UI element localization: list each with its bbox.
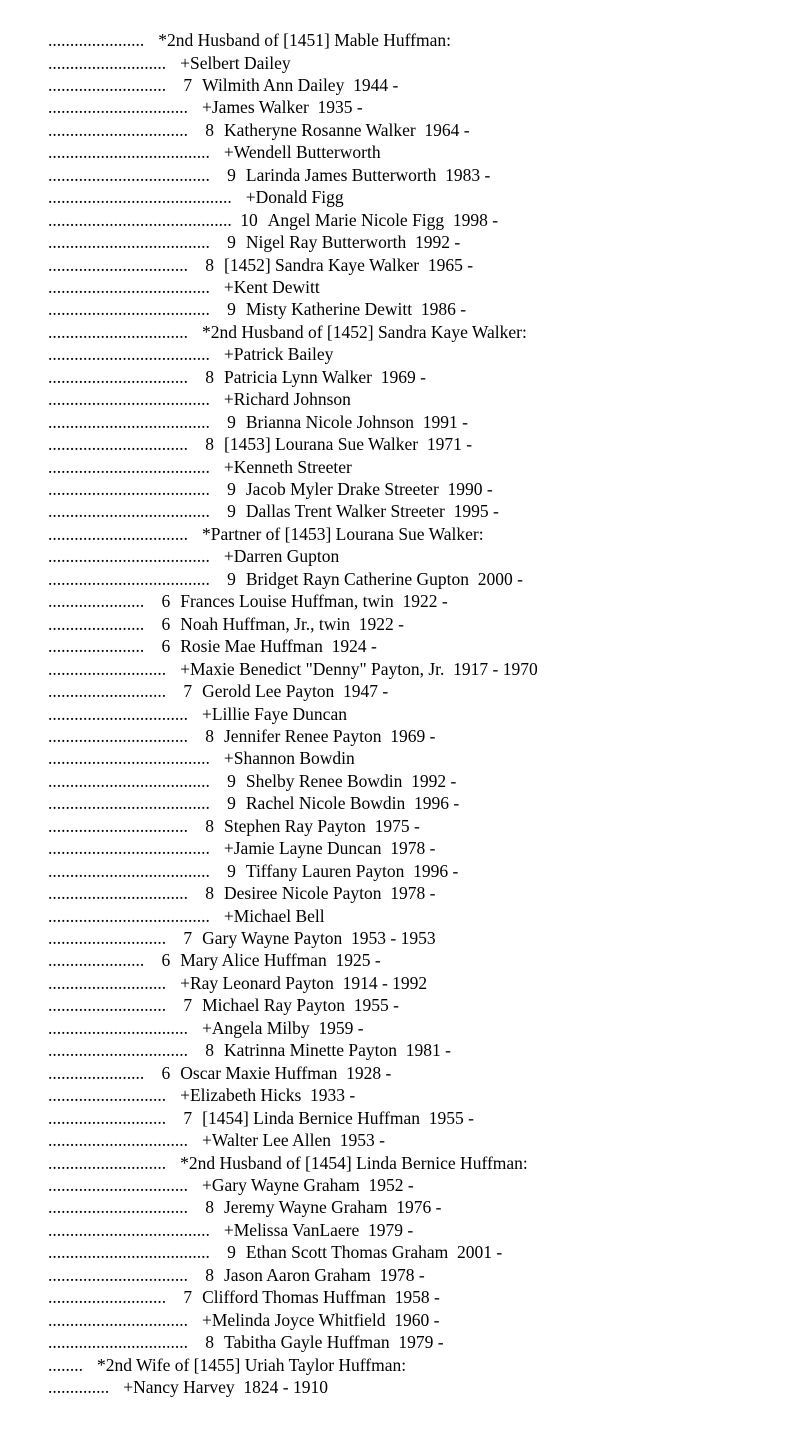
indent-dots: ................................	[48, 254, 188, 275]
descendant-line	[48, 1264, 425, 1286]
generation-number: 7	[183, 928, 193, 948]
indent-dots: ................................	[48, 725, 188, 746]
indent-dots: ................................	[48, 1264, 188, 1285]
indent-dots: ......................	[48, 1062, 145, 1083]
person-entry: +Ray Leonard Payton 1914 - 1992	[180, 972, 428, 993]
indent-dots: .....................................	[48, 860, 210, 881]
person-entry: +James Walker 1935 -	[202, 97, 363, 118]
descendant-line	[48, 1017, 364, 1039]
descendant-line	[48, 29, 451, 51]
indent-dots: .....................................	[48, 142, 210, 163]
generation-number: 8	[205, 1332, 214, 1353]
indent-dots: .....................................	[48, 276, 210, 297]
person-entry: +Shannon Bowdin	[223, 748, 355, 769]
generation-number: 9	[227, 793, 236, 814]
indent-dots: ...........................	[48, 52, 167, 73]
indent-dots: ................................	[48, 523, 188, 544]
person-entry: Tabitha Gayle Huffman 1979 -	[224, 1332, 444, 1353]
descendant-line	[48, 343, 333, 365]
person-entry: Patricia Lynn Walker 1969 -	[224, 366, 426, 387]
descendant-line	[48, 1129, 385, 1151]
person-entry: +Wendell Butterworth	[223, 142, 381, 163]
person-entry: +Michael Bell	[223, 905, 325, 926]
indent-dots: ........	[48, 1354, 83, 1375]
indent-dots: .....................................	[48, 905, 210, 926]
descendant-line	[48, 927, 436, 949]
person-entry: +Richard Johnson	[223, 389, 351, 410]
indent-dots: ................................	[48, 1130, 188, 1150]
person-entry: +Kent Dewitt	[223, 276, 320, 297]
indent-dots: ...........................	[48, 1152, 167, 1173]
descendant-line	[48, 186, 344, 208]
indent-dots: .....................................	[48, 389, 210, 410]
generation-number: 8	[205, 119, 214, 140]
descendant-line	[48, 635, 377, 657]
person-entry: Desiree Nicole Payton 1978 -	[224, 883, 436, 904]
indent-dots: ...........................	[48, 74, 167, 95]
descendant-line	[48, 994, 399, 1016]
descendant-line	[48, 276, 320, 298]
person-entry: *2nd Husband of [1454] Linda Bernice Huffman:	[180, 1152, 528, 1173]
generation-number: 6	[161, 636, 171, 657]
generation-number: 8	[205, 1264, 214, 1285]
descendant-line	[48, 1219, 413, 1241]
person-entry: Oscar Maxie Huffman 1928 -	[180, 1062, 392, 1083]
descendant-line	[48, 209, 498, 231]
generation-number: 9	[227, 568, 236, 589]
person-entry: Rachel Nicole Bowdin 1996 -	[245, 793, 460, 814]
person-entry: Bridget Rayn Catherine Gupton 2000 -	[245, 568, 523, 589]
generation-number: 9	[227, 501, 236, 522]
descendant-line	[48, 1152, 528, 1174]
person-entry: +Angela Milby 1959 -	[202, 1017, 364, 1038]
descendant-line	[48, 141, 381, 163]
descendant-line	[48, 411, 468, 433]
indent-dots: ......................	[48, 636, 145, 657]
person-entry: Jennifer Renee Payton 1969 -	[224, 725, 436, 746]
person-entry: Jacob Myler Drake Streeter 1990 -	[245, 479, 493, 499]
person-entry: [1452] Sandra Kaye Walker 1965 -	[224, 254, 474, 275]
person-entry: Noah Huffman, Jr., twin 1922 -	[180, 613, 404, 634]
descendant-line	[48, 792, 459, 814]
person-entry: Mary Alice Huffman 1925 -	[180, 950, 381, 971]
person-entry: +Gary Wayne Graham 1952 -	[202, 1175, 414, 1195]
indent-dots: .....................................	[48, 770, 210, 791]
descendant-line	[48, 523, 484, 545]
descendant-line	[48, 388, 351, 410]
person-entry: +Selbert Dailey	[180, 52, 291, 73]
descendant-line	[48, 1174, 414, 1196]
descendant-line	[48, 680, 388, 702]
indent-dots: ................................	[48, 703, 188, 724]
generation-number: 9	[227, 479, 236, 499]
descendant-line	[48, 747, 355, 769]
person-entry: *2nd Husband of [1452] Sandra Kaye Walker:	[202, 321, 527, 342]
descendant-line	[48, 1062, 391, 1084]
descendant-line	[48, 52, 291, 74]
indent-dots: ................................	[48, 434, 188, 455]
descendant-line	[48, 456, 352, 478]
descendant-line	[48, 254, 473, 276]
person-entry: +Maxie Benedict "Denny" Payton, Jr. 1917 - 1970	[180, 658, 538, 679]
descendant-line	[48, 1309, 439, 1331]
descendant-line	[48, 568, 523, 590]
indent-dots: ...........................	[48, 995, 167, 1016]
indent-dots: ......................	[48, 613, 145, 634]
person-entry: [1453] Lourana Sue Walker 1971 -	[224, 434, 473, 455]
descendant-line	[48, 1286, 440, 1308]
person-entry: +Jamie Layne Duncan 1978 -	[223, 838, 436, 859]
indent-dots: ................................	[48, 1332, 188, 1353]
generation-number: 9	[227, 299, 236, 320]
person-entry: Angel Marie Nicole Figg 1998 -	[267, 209, 499, 230]
generation-number: 8	[205, 1197, 214, 1218]
indent-dots: ................................	[48, 97, 188, 118]
indent-dots: .....................................	[48, 1242, 210, 1263]
descendant-line	[48, 949, 381, 971]
indent-dots: ...........................	[48, 681, 167, 701]
descendant-line	[48, 321, 527, 343]
indent-dots: ................................	[48, 883, 188, 904]
person-entry: Misty Katherine Dewitt 1986 -	[245, 299, 467, 320]
indent-dots: ..............	[48, 1377, 110, 1397]
descendant-line	[48, 770, 456, 792]
person-entry: *2nd Husband of [1451] Mable Huffman:	[158, 30, 451, 50]
indent-dots: ......................	[48, 591, 145, 612]
person-entry: [1454] Linda Bernice Huffman 1955 -	[202, 1107, 474, 1128]
indent-dots: .....................................	[48, 164, 210, 185]
person-entry: Gary Wayne Payton 1953 - 1953	[202, 928, 436, 948]
indent-dots: ................................	[48, 1175, 188, 1195]
descendant-line	[48, 96, 363, 118]
descendant-line	[48, 725, 435, 747]
person-entry: Shelby Renee Bowdin 1992 -	[245, 770, 457, 791]
indent-dots: ................................	[48, 815, 188, 836]
person-entry: +Kenneth Streeter	[223, 456, 352, 477]
person-entry: +Nancy Harvey 1824 - 1910	[123, 1377, 328, 1397]
generation-number: 9	[227, 411, 236, 432]
descendant-line	[48, 1241, 502, 1263]
generation-number: 7	[183, 681, 193, 701]
person-entry: +Melinda Joyce Whitfield 1960 -	[202, 1309, 440, 1330]
person-entry: Clifford Thomas Huffman 1958 -	[202, 1287, 440, 1308]
person-entry: Gerold Lee Payton 1947 -	[202, 681, 389, 701]
generation-number: 8	[205, 1040, 214, 1061]
descendant-line	[48, 1039, 451, 1061]
indent-dots: .....................................	[48, 299, 210, 320]
indent-dots: ...........................	[48, 1085, 167, 1106]
indent-dots: .....................................	[48, 501, 210, 522]
indent-dots: ................................	[48, 1040, 188, 1061]
person-entry: +Elizabeth Hicks 1933 -	[180, 1085, 356, 1106]
person-entry: +Darren Gupton	[223, 546, 340, 567]
descendant-line	[48, 298, 466, 320]
generation-number: 8	[205, 725, 214, 746]
indent-dots: .....................................	[48, 344, 210, 365]
indent-dots: .....................................	[48, 232, 210, 252]
indent-dots: ..........................................	[48, 187, 232, 208]
descendant-line	[48, 1331, 444, 1353]
generation-number: 8	[205, 815, 214, 836]
descendant-line	[48, 1107, 474, 1129]
descendant-line	[48, 1084, 355, 1106]
person-entry: Rosie Mae Huffman 1924 -	[180, 636, 377, 657]
person-entry: Katheryne Rosanne Walker 1964 -	[224, 119, 470, 140]
person-entry: +Melissa VanLaere 1979 -	[223, 1219, 414, 1240]
person-entry: *2nd Wife of [1455] Uriah Taylor Huffman:	[97, 1354, 407, 1375]
indent-dots: ...........................	[48, 1287, 167, 1308]
descendant-line	[48, 545, 339, 567]
person-entry: +Walter Lee Allen 1953 -	[202, 1130, 385, 1150]
person-entry: Wilmith Ann Dailey 1944 -	[202, 74, 399, 95]
generation-number: 6	[161, 613, 171, 634]
person-entry: +Lillie Faye Duncan	[202, 703, 347, 724]
descendant-line	[48, 366, 426, 388]
generation-number: 8	[205, 366, 214, 387]
indent-dots: ................................	[48, 321, 188, 342]
person-entry: Larinda James Butterworth 1983 -	[245, 164, 491, 185]
descendant-line	[48, 164, 490, 186]
person-entry: Jason Aaron Graham 1978 -	[224, 1264, 425, 1285]
generation-number: 8	[205, 883, 214, 904]
indent-dots: .....................................	[48, 546, 210, 567]
generation-number: 7	[183, 995, 193, 1016]
indent-dots: ...........................	[48, 1107, 167, 1128]
descendant-line	[48, 658, 538, 680]
descendant-line	[48, 433, 472, 455]
descendant-line	[48, 1376, 328, 1398]
generation-number: 8	[205, 434, 214, 455]
person-entry: +Patrick Bailey	[223, 344, 334, 365]
descendant-line	[48, 231, 460, 253]
person-entry: Jeremy Wayne Graham 1976 -	[224, 1197, 442, 1218]
indent-dots: .....................................	[48, 456, 210, 477]
indent-dots: ...........................	[48, 972, 167, 993]
descendant-line	[48, 478, 493, 500]
descendant-line	[48, 1354, 406, 1376]
person-entry: Dallas Trent Walker Streeter 1995 -	[245, 501, 499, 522]
indent-dots: ................................	[48, 1017, 188, 1038]
person-entry: Frances Louise Huffman, twin 1922 -	[180, 591, 448, 612]
descendant-line	[48, 837, 435, 859]
generation-number: 9	[227, 770, 236, 791]
indent-dots: ...........................	[48, 928, 167, 948]
person-entry: Katrinna Minette Payton 1981 -	[224, 1040, 451, 1061]
indent-dots: .....................................	[48, 838, 210, 859]
indent-dots: ...........................	[48, 658, 167, 679]
generation-number: 7	[183, 1107, 193, 1128]
indent-dots: .....................................	[48, 1219, 210, 1240]
indent-dots: .....................................	[48, 568, 210, 589]
descendant-line	[48, 972, 427, 994]
person-entry: Michael Ray Payton 1955 -	[202, 995, 399, 1016]
generation-number: 6	[161, 950, 171, 971]
generation-number: 9	[227, 232, 236, 252]
descendant-line	[48, 1196, 441, 1218]
generation-number: 7	[183, 74, 193, 95]
generation-number: 10	[240, 209, 258, 230]
indent-dots: ................................	[48, 1309, 188, 1330]
person-entry: Stephen Ray Payton 1975 -	[224, 815, 420, 836]
descendant-line	[48, 703, 347, 725]
descendant-line	[48, 815, 420, 837]
descendant-line	[48, 500, 499, 522]
indent-dots: .....................................	[48, 793, 210, 814]
indent-dots: ................................	[48, 1197, 188, 1218]
generation-number: 9	[227, 164, 236, 185]
descendant-line	[48, 613, 404, 635]
generation-number: 9	[227, 860, 236, 881]
generation-number: 8	[205, 254, 214, 275]
indent-dots: .....................................	[48, 479, 210, 499]
person-entry: +Donald Figg	[245, 187, 344, 208]
indent-dots: ................................	[48, 366, 188, 387]
indent-dots: ................................	[48, 119, 188, 140]
generation-number: 7	[183, 1287, 193, 1308]
descendant-line	[48, 74, 398, 96]
person-entry: Nigel Ray Butterworth 1992 -	[245, 232, 461, 252]
generation-number: 9	[227, 1242, 236, 1263]
indent-dots: ......................	[48, 950, 145, 971]
indent-dots: ..........................................	[48, 209, 232, 230]
person-entry: Brianna Nicole Johnson 1991 -	[245, 411, 468, 432]
generation-number: 6	[161, 591, 171, 612]
indent-dots: .....................................	[48, 411, 210, 432]
descendant-line	[48, 860, 458, 882]
descendant-line	[48, 119, 470, 141]
person-entry: *Partner of [1453] Lourana Sue Walker:	[202, 523, 484, 544]
person-entry: Ethan Scott Thomas Graham 2001 -	[245, 1242, 503, 1263]
indent-dots: ......................	[48, 30, 145, 50]
indent-dots: .....................................	[48, 748, 210, 769]
descendant-line	[48, 882, 435, 904]
descendant-line	[48, 905, 325, 927]
descendant-line	[48, 590, 448, 612]
generation-number: 6	[161, 1062, 171, 1083]
person-entry: Tiffany Lauren Payton 1996 -	[245, 860, 459, 881]
